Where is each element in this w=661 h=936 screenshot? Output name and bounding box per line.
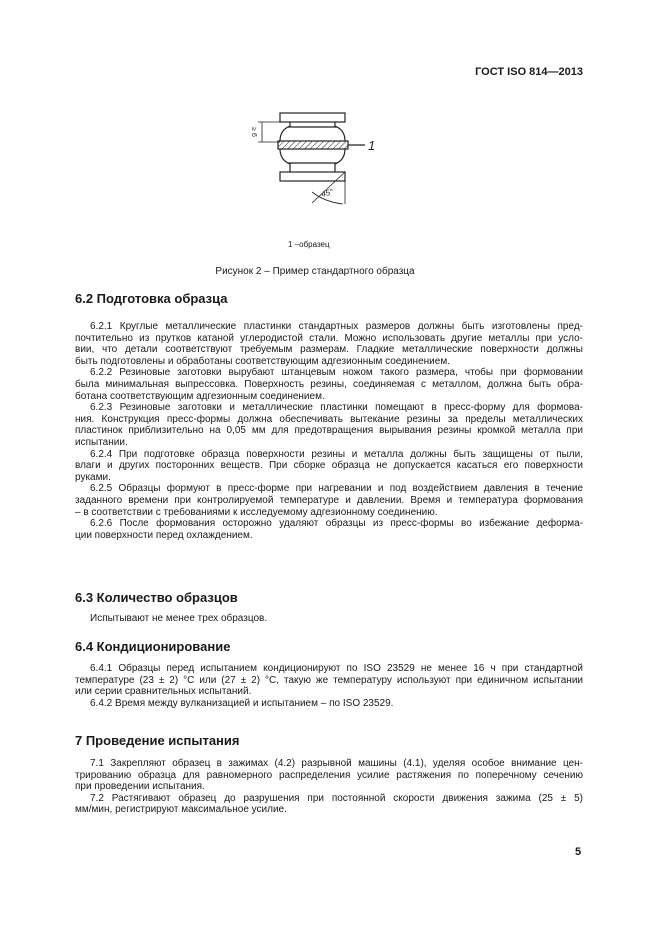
text-line: 6.2.5 Образцы формуют в пресс-форме при нагревании и под воздействием давления в течение: [90, 483, 583, 495]
callout-label: 1: [368, 138, 376, 153]
section-heading: 7 Проведение испытания: [75, 733, 240, 748]
section-7-body: [75, 758, 583, 816]
text-line: влаги и других посторонних веществ. При сборке образца не допускается касаться его поверхности: [75, 460, 583, 472]
text-line: была минимальная выпрессовка. Поверхность резины, соединяемая с металлом, должна быть обра-: [75, 378, 583, 390]
text-line: ния. Конструкция пресс-формы должна обеспечивать вытекание резины за пределы металлических: [75, 413, 583, 425]
dimension-label: ≥ 6: [250, 127, 257, 137]
text-line: испытании.: [75, 436, 128, 448]
section-6-4-body: [75, 663, 583, 709]
paragraph: Испытывают не менее трех образцов.: [90, 613, 268, 624]
text-line: температуре (23 ± 2) °С или (27 ± 2) °С, такую же температуру используют при единичном испытании: [75, 674, 583, 686]
text-line: 7.2 Растягивают образец до разрушения при постоянной скорости движения зажима (25 ± 5): [90, 792, 583, 804]
section-6-2-body: [75, 321, 583, 541]
text-line: 6.2.2 Резиновые заготовки вырубают штанцевым ножом такого размера, чтобы при формовании: [90, 367, 583, 379]
specimen-figure: [240, 100, 400, 210]
figure-legend: 1 –образец: [288, 240, 330, 249]
text-line: при проведении испытания.: [75, 781, 205, 793]
angle-label: 45°: [320, 187, 335, 199]
page-number: 5: [575, 846, 582, 858]
text-line: 6.4.2 Время между вулканизацией и испытанием – по ISO 23529.: [90, 697, 394, 709]
text-line: ции поверхности перед охлаждением.: [75, 529, 253, 541]
text-line: 6.4.1 Образцы перед испытанием кондиционируют по ISO 23529 не менее 16 ч при стандартной: [90, 663, 583, 674]
text-line: 6.2.4 При подготовке образца поверхности резины и металла должны быть защищены от пыли,: [90, 448, 583, 460]
text-line: пластинок приблизительно на 0,05 мм для предотвращения вырывания резины кромкой металла при: [75, 425, 583, 437]
text-line: ботана соответствующим адгезионным соединением.: [75, 390, 325, 402]
text-line: – в соответствии с требованиями к исследуемому адгезионному соединению.: [75, 506, 438, 518]
text-line: почтительно из прутков катаной углеродистой стали. Можно использовать другие металлы при усло-: [75, 332, 583, 344]
text-line: быть подготовлены и обработаны соответствующим адгезионным соединением.: [75, 355, 450, 367]
text-line: вии, что детали соответствуют требуемым размерам. Гладкие металлические поверхности должны: [75, 344, 583, 356]
text-line: или серии сравнительных испытаний.: [75, 686, 252, 698]
text-line: руками.: [75, 471, 111, 483]
section-heading: 6.4 Кондиционирование: [75, 639, 231, 654]
section-heading: 6.3 Количество образцов: [75, 590, 238, 605]
document-header: ГОСТ ISO 814—2013: [475, 66, 583, 78]
text-line: 6.2.6 После формования осторожно удаляют образцы из пресс-формы во избежание деформа-: [90, 518, 583, 530]
text-line: трированию образца для равномерного распределения усилие растяжения по поперечному сечению: [75, 769, 583, 781]
text-line: заданного времени при контролируемой температуре и давлении. Время и температура формования: [75, 494, 583, 506]
text-line: 6.2.1 Круглые металлические пластинки стандартных размеров должны быть изготовлены пред-: [90, 321, 583, 332]
section-heading: 6.2 Подготовка образца: [75, 291, 228, 306]
text-line: 6.2.3 Резиновые заготовки и металлические пластинки помещают в пресс-форму для формова-: [90, 402, 583, 414]
figure-caption: Рисунок 2 – Пример стандартного образца: [215, 266, 415, 277]
text-line: 7.1 Закрепляют образец в зажимах (4.2) разрывной машины (4.1), уделяя особое внимание цен-: [90, 758, 583, 769]
text-line: мм/мин, регистрируют максимальное усилие.: [75, 804, 287, 816]
